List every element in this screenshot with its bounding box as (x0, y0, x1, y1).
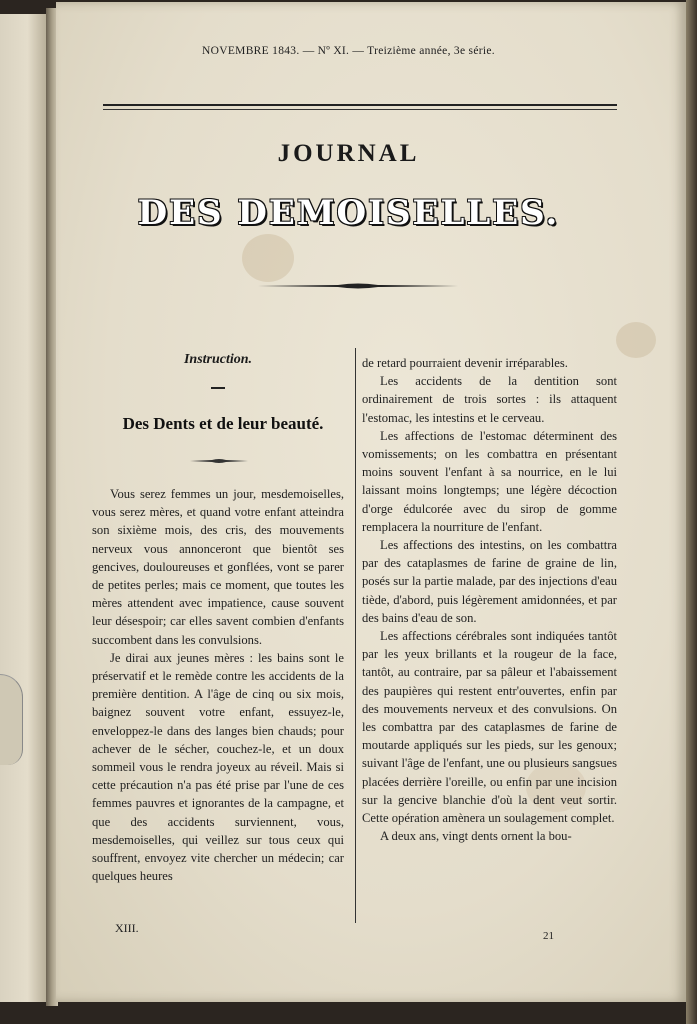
right-column (362, 354, 617, 845)
paragraph: de retard pourraient devenir irréparables. (362, 356, 568, 370)
masthead-ornament (258, 282, 458, 290)
paragraph: Les affections de l'estomac déterminent des vomissements; on les combattra en présentant moins souvent l'enfant à sa nourrice, en le lui laissant moins longtemps; une légère décoction d'orge édulcorée avec du sirop de gomme remplacera la nourriture de l'enfant. (362, 428, 617, 534)
masthead-journal: JOURNAL (277, 140, 420, 167)
paragraph: A deux ans, vingt dents ornent la bou- (380, 829, 572, 844)
section-heading: Instruction. (183, 352, 253, 367)
foxing-stain (616, 322, 656, 358)
paragraph: Vous serez femmes un jour, mesdemoiselles, vous serez mères, et quand votre enfant atteindra son sixième mois, des cris, des mouvements nerveux vous annonceront que bientôt ses gencives, douloureuses et gonflées, vont se parer de petites perles; mais ce moment, que toutes les mères attendent avec impatience, cause souvent leur désespoir; car elles savent combien d'enfants succombent dans les convulsions. (92, 487, 344, 647)
page-number: 21 (543, 930, 554, 942)
paragraph: Les accidents de la dentition sont ordinairement de trois sortes : ils attaquent l'estomac, les intestins et le cerveau. (362, 374, 617, 425)
foxing-stain (242, 234, 294, 282)
title-ornament (190, 458, 248, 464)
column-divider (355, 348, 356, 923)
paragraph: Les affections cérébrales sont indiquées tantôt par les yeux brillants et la rougeur de la face, tantôt, au contraire, par sa pâleur et l'abaissement des paupières qui restent entr'ouvertes, enfin par des mouvements nerveux et des convulsions. On les combattra par des cataplasmes de farine de moutarde appliqués sur les pieds, sur les genoux; suivant l'âge de l'enfant, une ou plusieurs sangsues placées derrière l'oreille, ou enfin par une incision sur la gencive blanchie d'où la dent veut sortir. Cette opération amènera un soulagement complet. (362, 629, 617, 826)
masthead-title: DES DEMOISELLES. (137, 193, 560, 233)
facing-page-illustration (0, 674, 23, 765)
paragraph: Les affections des intestins, on les combattra par des cataplasmes de farine de graine de lin, posés sur la partie malade, par des injections d'eau tiède, d'abord, puis légèrement amidonnées, et par des bains d'eau de son. (362, 538, 617, 625)
left-column (92, 485, 344, 885)
header-rule-thin (103, 109, 617, 110)
section-dash (211, 387, 225, 389)
article-title: Des Dents et de leur beauté. (122, 414, 324, 433)
signature-mark: XIII. (115, 921, 139, 935)
header-rule (103, 104, 617, 106)
paragraph: Je dirai aux jeunes mères : les bains sont le préservatif et le remède contre les accidents de la première dentition. A l'âge de cinq ou six mois, baignez souvent votre enfant, essuyez-le, enveloppez-le dans des langes bien chauds; pour achever de le sécher, couchez-le, et un doux sommeil vous le rendra joyeux au réveil. Mais si cette précaution n'a pas été prise par l'une de ces femmes pauvres et ignorantes de la campagne, et que des accidents surviennent, vous, mesdemoiselles, qui veillez sur tous ceux qui souffrent, envoyez vite chercher un médecin; car quelques heures (92, 650, 344, 884)
issue-header: NOVEMBRE 1843. — Nº XI. — Treizième année, 3e série. (202, 45, 495, 57)
